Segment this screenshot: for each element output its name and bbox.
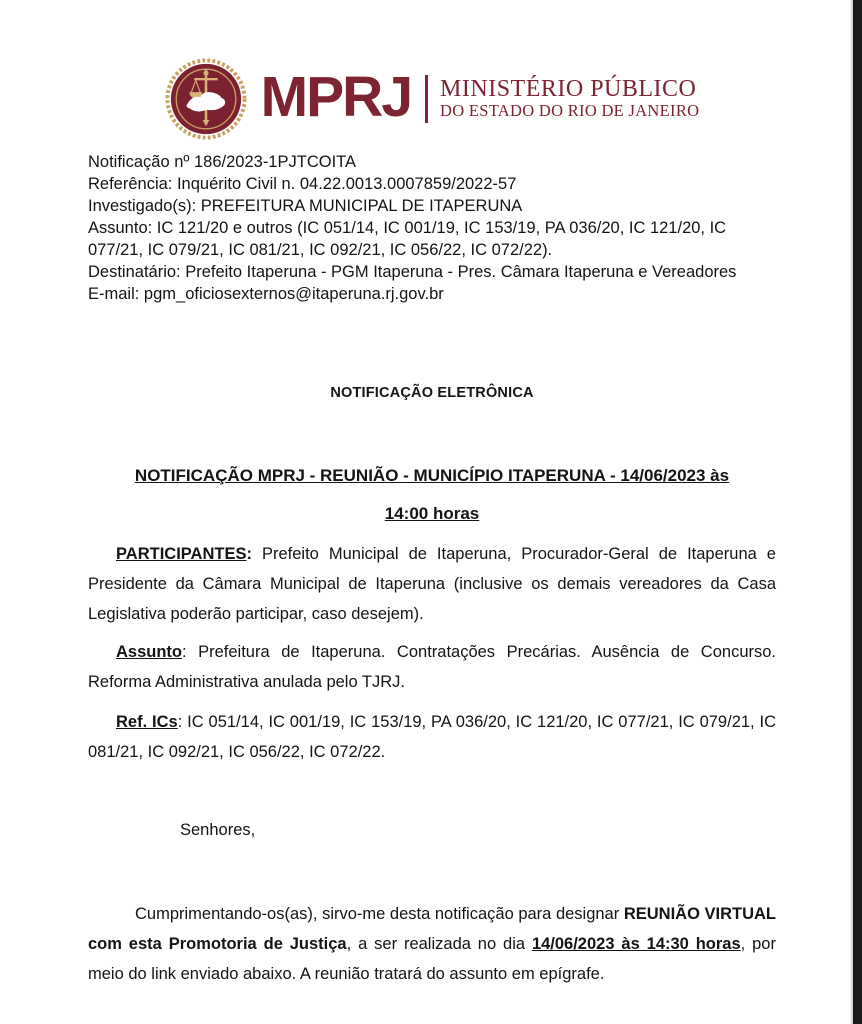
paragraph-corpo: Cumprimentando-os(as), sirvo-me desta notificação para designar REUNIÃO VIRTUAL com esta Promotoria de Justiça, a ser realizada no dia 14/06/2023 às 14:30 horas, por meio do link enviado abaixo. A reunião tratará do assunto em epígrafe. [88,905,776,983]
paragraph-saudacao: Senhores, [180,821,256,839]
email-line: E-mail: pgm_oficiosexternos@itaperuna.rj.gov.br [88,285,444,303]
mprj-seal-icon [165,58,247,140]
recipient-line: Destinatário: Prefeito Itaperuna - PGM Itaperuna - Pres. Câmara Itaperuna e Vereadores [88,263,737,281]
reference-line: Referência: Inquérito Civil n. 04.22.0013.0007859/2022-57 [88,175,517,193]
org-name-line1: MINISTÉRIO PÚBLICO [440,75,697,102]
main-heading-line2: 14:00 horas [384,504,480,523]
mprj-logo [88,57,776,141]
investigated-line: Investigado(s): PREFEITURA MUNICIPAL DE ITAPERUNA [88,197,523,215]
main-heading [88,457,776,533]
paragraph-assunto: Assunto: Prefeitura de Itaperuna. Contratações Precárias. Ausência de Concurso. Reforma Administrativa anulada pelo TJRJ. [88,643,776,691]
subject-line: Assunto: IC 121/20 e outros (IC 051/14, IC 001/19, IC 153/19, PA 036/20, IC 121/20, IC 077/21, IC 079/21, IC 081/21, IC 092/21, IC 056/22, IC 072/22). [88,219,727,259]
notification-number: Notificação nº 186/2023-1PJTCOITA [88,153,357,171]
main-heading-line1: NOTIFICAÇÃO MPRJ - REUNIÃO - MUNICÍPIO ITAPERUNA - 14/06/2023 às [134,466,730,485]
logo-divider [425,75,428,123]
notification-header-block [88,151,776,305]
paragraph-participantes: PARTICIPANTES: Prefeito Municipal de Itaperuna, Procurador-Geral de Itaperuna e Presidente da Câmara Municipal de Itaperuna (inclusive os demais vereadores da Casa Legislativa poderão participar, caso desejem). [88,545,776,623]
paragraph-ref-ics: Ref. ICs: IC 051/14, IC 001/19, IC 153/19, PA 036/20, IC 121/20, IC 077/21, IC 079/21, IC 081/21, IC 092/21, IC 056/22, IC 072/22. [88,713,776,761]
org-name [440,77,699,121]
section-title: NOTIFICAÇÃO ELETRÔNICA [330,385,534,401]
mprj-wordmark: MPRJ [260,64,412,129]
org-name-line2: DO ESTADO DO RIO DE JANEIRO [440,100,700,120]
screen-edge-shadow [851,0,862,1024]
